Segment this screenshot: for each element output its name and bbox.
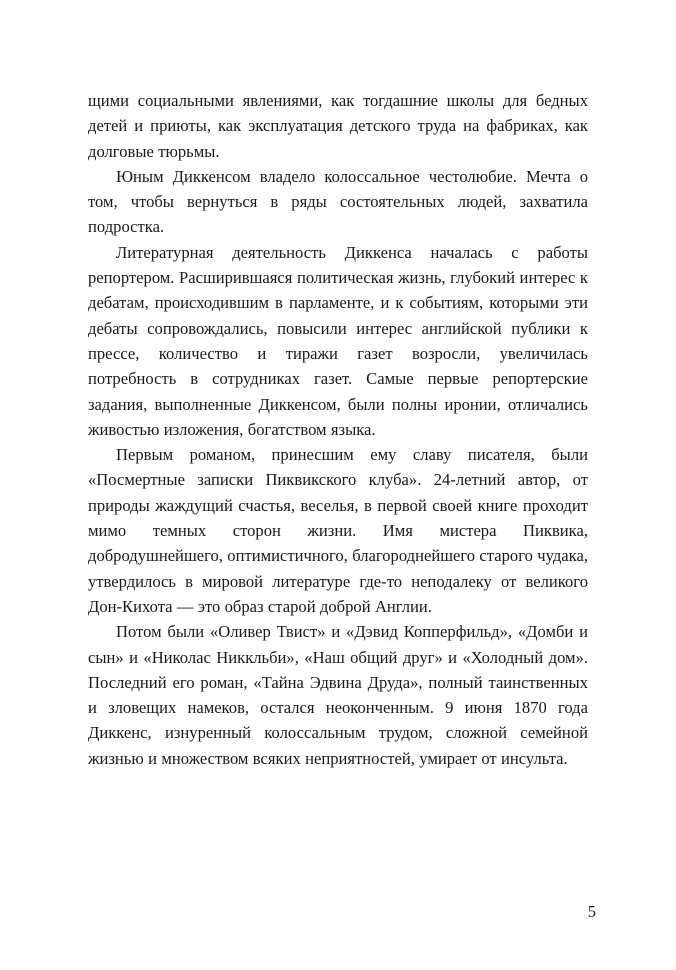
body-text-column <box>88 88 588 771</box>
paragraph: щими социальными явлениями, как тогдашние школы для бедных детей и приюты, как эксплуатация детского труда на фабриках, как долговые тюрьмы. <box>88 91 588 161</box>
paragraph: Первым романом, принесшим ему славу писателя, были «Посмертные записки Пиквикского клуба». 24-летний автор, от природы жаждущий счастья, веселья, в первой своей книге проходит мимо темных сторон жизни. Имя мистера Пиквика, добродушнейшего, оптимистичного, благороднейшего старого чудака, утвердилось в мировой литературе где-то неподалеку от великого Дон-Кихота — это образ старой доброй Англии. <box>88 445 588 616</box>
paragraph: Потом были «Оливер Твист» и «Дэвид Копперфильд», «Домби и сын» и «Николас Никкльби», «Наш общий друг» и «Холодный дом». Последний его роман, «Тайна Эдвина Друда», полный таинственных и зловещих намеков, остался неоконченным. 9 июня 1870 года Диккенс, изнуренный колоссальным трудом, сложной семейной жизнью и множеством всяких неприятностей, умирает от инсульта. <box>88 622 588 768</box>
page-number: 5 <box>587 902 596 921</box>
paragraph: Литературная деятельность Диккенса началась с работы репортером. Расширившаяся политическая жизнь, глубокий интерес к дебатам, происходившим в парламенте, и к событиям, которыми эти дебаты сопровождались, повысили интерес английской публики к прессе, количество и тиражи газет возросли, увеличилась потребность в сотрудниках газет. Самые первые репортерские задания, выполненные Диккенсом, были полны иронии, отличались живостью изложения, богатством языка. <box>88 242 588 439</box>
paragraph: Юным Диккенсом владело колоссальное честолюбие. Мечта о том, чтобы вернуться в ряды состоятельных людей, захватила подростка. <box>88 166 588 237</box>
